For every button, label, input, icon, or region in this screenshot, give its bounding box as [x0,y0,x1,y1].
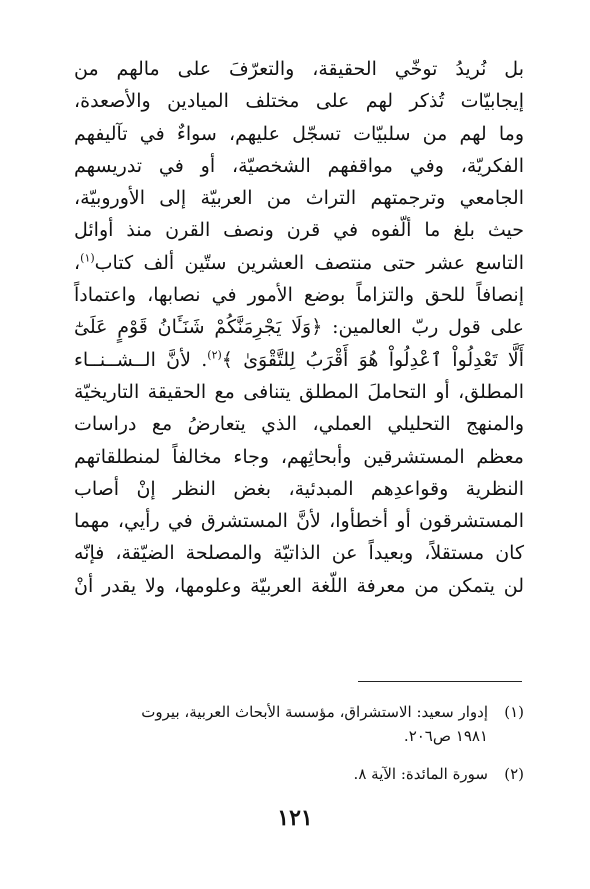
quran-verse-line: أَلَّا تَعْدِلُواْ ٱعْدِلُواْ هُوَ أَقْرَبُ لِلتَّقْوَىٰ ﴾$^{(٢)}$. لأنَّ الــشــنــاء [74,348,524,371]
footnote [74,762,524,786]
body-line: لن يتمكن من معرفة اللّغة العربيّة وعلومها، ولا يقدر أنْ [74,574,524,597]
body-line: كان مستقلاً، وبعيداً عن الذاتيّة والمصلحة الضيّقة، فإنّه [74,542,524,565]
body-line: والمنهج التحليلي العملي، الذي يتعارضُ مع دراسات [74,413,524,436]
body-line: إيجابيّات تُذكر لهم على مختلف الميادين والأصعدة، [74,90,524,113]
body-line: إنصافاً للحق والتزاماً بوضع الأمور في نصابها، واعتماداً [74,284,524,307]
body-line: الفكريّة، وفي مواقفهم الشخصيّة، أو في تدريسهم [74,154,524,177]
body-line: النظرية وقواعدِهم المبدئية، بغض النظر إنْ أصاب [74,477,524,500]
footnote-reference: (١) [80,251,95,265]
footnote-reference: (٢) [207,348,222,362]
footnotes [74,700,524,786]
body-line: بل نُريدُ توخّي الحقيقة، والتعرّفَ على مالهم من [74,58,524,80]
body-text [74,53,524,602]
footnote-divider [358,681,522,682]
body-line: وما لهم من سلبيّات تسجّل عليهم، سواءٌ في تآليفهم [74,122,524,145]
body-line: حيث بلغ ما ألّفوه في قرن ونصف القرن منذ أوائل [74,219,524,242]
body-line: معظم المستشرقين وأبحاثِهم، وجاء مخالفاً لمنطلقاتهم [74,445,524,468]
body-line: المطلق، أو التحاملَ المطلق يتنافى مع الحقيقة التاريخيّة [74,380,524,403]
footnote-text: إدوار سعيد: الاستشراق، مؤسسة الأبحاث العربية، بيروت ١٩٨١ ص٢٠٦. [141,703,488,745]
page-number: ١٢١ [277,805,313,831]
body-line: المستشرقون أو أخطأوا، لأنَّ المستشرق في رأيي، مهما [74,510,524,533]
footnote-number: (١) [504,703,524,721]
footnote [74,700,524,748]
body-line: التاسع عشر حتى منتصف العشرين ستّين ألف كتاب$^{(١)}$، [74,251,524,274]
footnote-text: سورة المائدة: الآية ٨. [353,765,488,783]
quran-verse-line: على قول ربّ العالمين: ﴿وَلَا يَجْرِمَنَّكُمْ شَنَـَٔانُ قَوْمٍ عَلَىٰٓ [74,316,524,339]
body-line: الجامعي وترجمتهم التراث من العربيّة إلى الأوروبيّة، [74,187,524,210]
footnote-number: (٢) [504,765,524,783]
